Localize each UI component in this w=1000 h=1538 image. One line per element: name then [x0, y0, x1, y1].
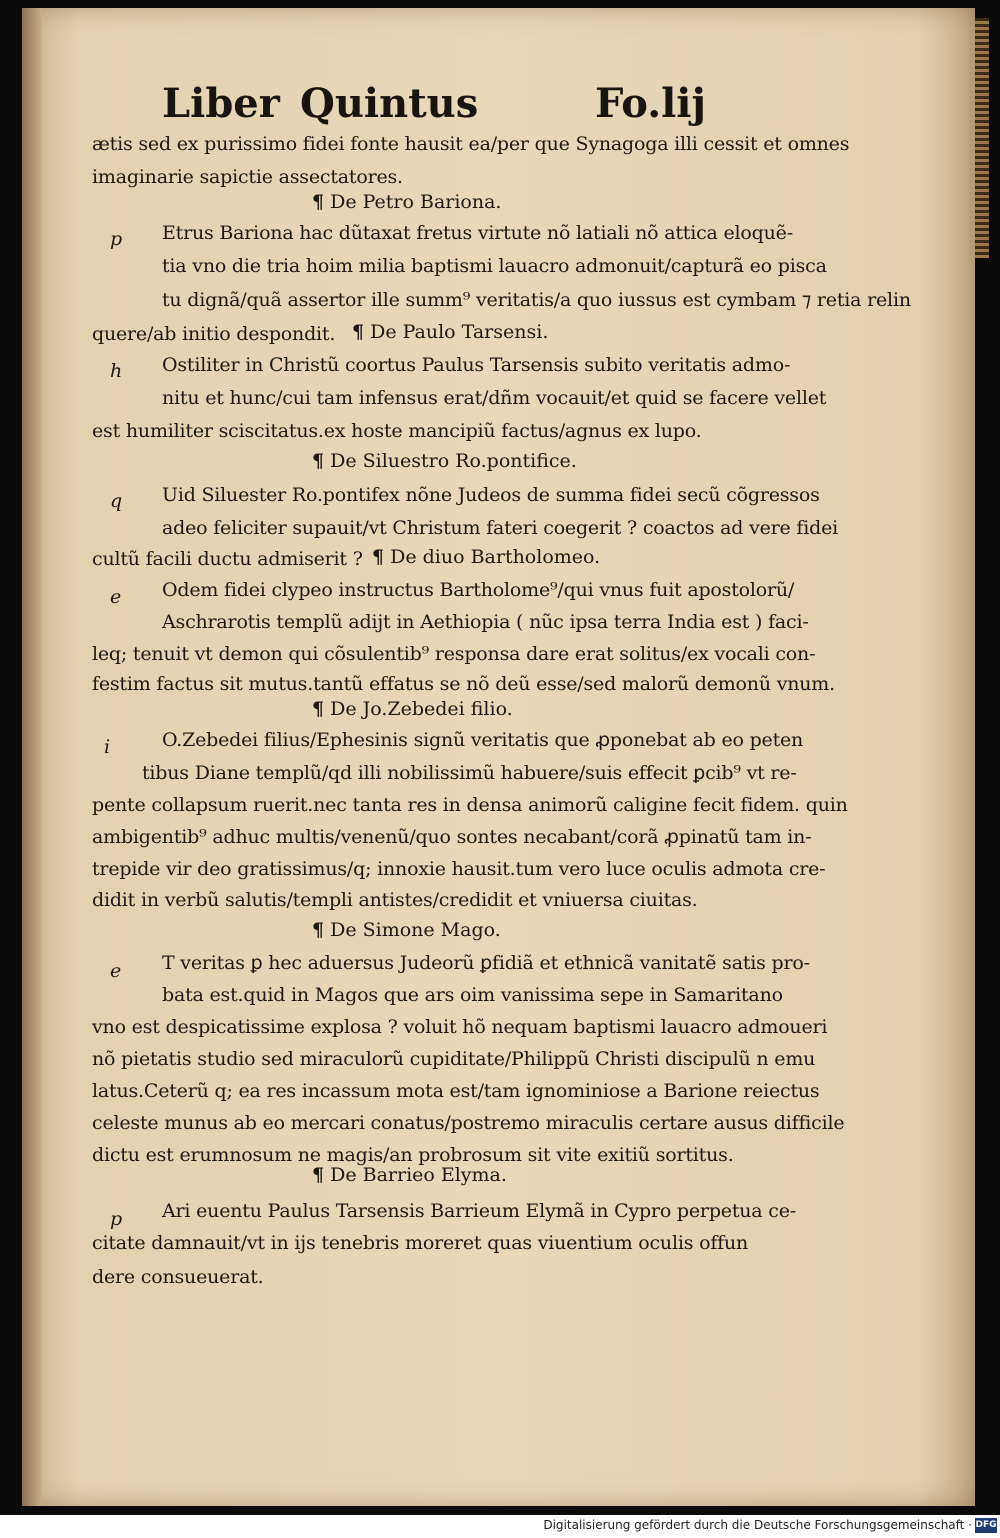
guide-letter: p: [110, 228, 123, 250]
text-line: Odem fidei clypeo instructus Bartholome⁹/qui vnus fuit apostolorũ/: [162, 579, 795, 601]
text-line: leq; tenuit vt demon qui cõsulentib⁹ responsa dare erat solitus/ex vocali con-: [92, 643, 816, 665]
text-line: O.Zebedei filius/Ephesinis signũ veritatis que ꝓponebat ab eo peten: [162, 729, 804, 751]
text-line: Ari euentu Paulus Tarsensis Barrieum Elymã in Cypro perpetua ce-: [162, 1200, 796, 1222]
dfg-logo-icon: DFG: [975, 1518, 997, 1533]
page-edge: [975, 18, 989, 258]
rubric-heading: [312, 1164, 507, 1186]
pilcrow-icon: ¶: [312, 450, 325, 472]
text-line: vno est despicatissime explosa ? voluit hõ nequam baptismi lauacro admoueri: [92, 1016, 828, 1038]
footer-bar: [0, 1515, 1000, 1538]
text-line: Ostiliter in Christũ coortus Paulus Tarsensis subito veritatis admo-: [162, 354, 791, 376]
rubric-text: De Siluestro Ro.pontifice.: [330, 450, 577, 472]
rubric-text: De Paulo Tarsensi.: [370, 321, 549, 343]
pilcrow-icon: ¶: [312, 1164, 325, 1186]
text-line: Etrus Bariona hac dũtaxat fretus virtute nõ latiali nõ attica eloquẽ-: [162, 222, 793, 244]
rubric-text: De diuo Bartholomeo.: [390, 546, 601, 568]
text-line: ambigentib⁹ adhuc multis/venenũ/quo sontes necabant/corã ꝓpinatũ tam in-: [92, 826, 812, 848]
text-line: T veritas ꝑ hec aduersus Judeorũ ꝑfidiã et ethnicã vanitatẽ satis pro-: [162, 952, 810, 974]
text-line: tibus Diane templũ/qd illi nobilissimũ habuere/suis effecit ꝑcib⁹ vt re-: [142, 762, 797, 784]
header-left: Liber: [162, 80, 280, 127]
running-header: [22, 80, 975, 140]
text-line: didit in verbũ salutis/templi antistes/credidit et vniuersa ciuitas.: [92, 889, 698, 911]
rubric-heading: [312, 191, 501, 213]
rubric-text: De Barrieo Elyma.: [330, 1164, 507, 1186]
guide-letter: i: [104, 736, 111, 758]
book-page: [22, 8, 975, 1506]
rubric-heading: [312, 919, 501, 941]
header-folio: Fo.lij: [595, 80, 706, 127]
text-line: est humiliter sciscitatus.ex hoste mancipiũ factus/agnus ex lupo.: [92, 420, 702, 442]
rubric-text: De Simone Mago.: [330, 919, 501, 941]
rubric-heading: [312, 698, 513, 720]
text-line: pente collapsum ruerit.nec tanta res in densa animorũ caligine fecit fidem. quin: [92, 794, 848, 816]
rubric-text: De Jo.Zebedei filio.: [330, 698, 513, 720]
page-gutter: [22, 8, 42, 1506]
text-line: celeste munus ab eo mercari conatus/postremo miraculis certare ausus difficile: [92, 1112, 845, 1134]
footer-credit: Digitalisierung gefördert durch die Deutsche Forschungsgemeinschaft ·: [543, 1518, 972, 1532]
rubric-text: De Petro Bariona.: [330, 191, 502, 213]
text-line: nitu et hunc/cui tam infensus erat/dñm vocauit/et quid se facere vellet: [162, 387, 827, 409]
text-line: citate damnauit/vt in ijs tenebris moreret quas viuentium oculis offun: [92, 1232, 749, 1254]
text-line: Aschrarotis templũ adijt in Aethiopia ( nũc ipsa terra India est ) faci-: [162, 611, 809, 633]
text-line: ætis sed ex purissimo fidei fonte hausit ea/per que Synagoga illi cessit et omnes: [92, 133, 850, 155]
guide-letter: h: [110, 360, 123, 382]
text-line: dictu est erumnosum ne magis/an probrosum sit vite exitiũ sortitus.: [92, 1144, 734, 1166]
rubric-heading: [352, 321, 548, 343]
text-line: cultũ facili ductu admiserit ?: [92, 548, 363, 570]
text-line: nõ pietatis studio sed miraculorũ cupiditate/Philippũ Christi discipulũ n emu: [92, 1048, 816, 1070]
guide-letter: p: [110, 1208, 123, 1230]
pilcrow-icon: ¶: [312, 919, 325, 941]
header-center: Quintus: [300, 80, 479, 127]
text-line: imaginarie sapictie assectatores.: [92, 166, 403, 188]
guide-letter: e: [110, 586, 122, 608]
text-line: trepide vir deo gratissimus/q; innoxie hausit.tum vero luce oculis admota cre-: [92, 858, 826, 880]
text-line: latus.Ceterũ q; ea res incassum mota est/tam ignominiose a Barione reiectus: [92, 1080, 820, 1102]
text-line: bata est.quid in Magos que ars oim vanissima sepe in Samaritano: [162, 984, 783, 1006]
pilcrow-icon: ¶: [352, 321, 365, 343]
guide-letter: q: [110, 490, 123, 512]
pilcrow-icon: ¶: [372, 546, 385, 568]
text-line: dere consueuerat.: [92, 1266, 264, 1288]
text-line: tia vno die tria hoim milia baptismi lauacro admonuit/capturã eo pisca: [162, 255, 827, 277]
rubric-heading: [372, 546, 600, 568]
pilcrow-icon: ¶: [312, 191, 325, 213]
guide-letter: e: [110, 960, 122, 982]
text-line: Uid Siluester Ro.pontifex nõne Judeos de summa fidei secũ cõgressos: [162, 484, 820, 506]
rubric-heading: [312, 450, 577, 472]
text-line: festim factus sit mutus.tantũ effatus se nõ deũ esse/sed malorũ demonũ vnum.: [92, 673, 835, 695]
text-line: adeo feliciter supauit/vt Christum fateri coegerit ? coactos ad vere fidei: [162, 517, 839, 539]
pilcrow-icon: ¶: [312, 698, 325, 720]
text-line: tu dignã/quã assertor ille summ⁹ veritatis/a quo iussus est cymbam ⁊ retia relin: [162, 289, 911, 311]
text-line: quere/ab initio despondit.: [92, 323, 336, 345]
